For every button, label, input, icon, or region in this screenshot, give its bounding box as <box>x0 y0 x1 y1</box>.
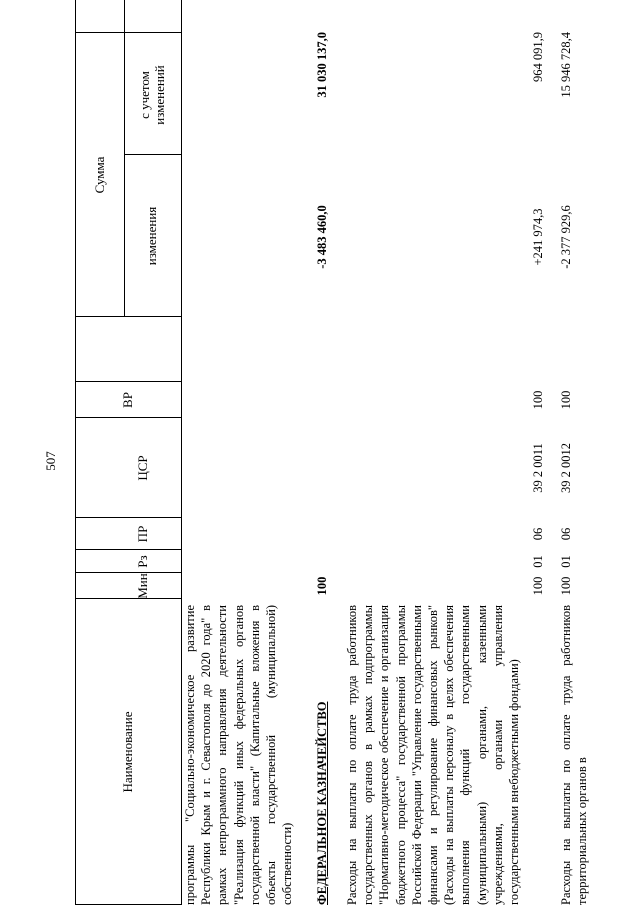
row-name: ФЕДЕРАЛЬНОЕ КАЗНАЧЕЙСТВО <box>315 701 329 905</box>
header-with-changes: с учетом изменений <box>137 65 167 125</box>
rotated-content <box>63 0 640 905</box>
row-change: +241 974,3 <box>531 208 545 266</box>
row-min: 100 <box>531 576 545 596</box>
row-total: 15 946 728,4 <box>559 32 573 98</box>
row-pr: 06 <box>559 527 573 541</box>
row-name: Расходы на выплаты по оплате труда работников территориальных органов в <box>559 605 590 905</box>
row-change: -3 483 460,0 <box>315 205 329 269</box>
table-row <box>344 0 558 905</box>
header-vr: ВР <box>120 392 136 408</box>
row-total: 31 030 137,0 <box>315 32 329 98</box>
row-csr: 39 2 0011 <box>531 443 545 493</box>
row-vr: 100 <box>559 390 573 410</box>
row-rz: 01 <box>559 555 573 568</box>
header-min: Мин <box>135 573 151 599</box>
row-name: Расходы на выплаты по оплате труда работников государственных органов в рамках подпрограммы "Нормативно-методическое обеспечение и организация бюджетного процесса" государственной программы Российской Федерации "Управление государственными финансами и регулирование финансовых рынков" (Расходы на выплаты персоналу в целях обеспечения выполнения функций государственными (муниципальными) органами, казенными учреждениями, органами управления государственными внебюджетными фондами) <box>345 605 522 905</box>
table-body <box>182 0 598 905</box>
table-header <box>75 0 182 905</box>
page <box>63 0 640 905</box>
row-change: -2 377 929,6 <box>559 205 573 269</box>
row-min: 100 <box>559 576 573 596</box>
header-pr: ПР <box>135 525 151 543</box>
header-change: изменения <box>144 206 160 266</box>
table-row <box>182 0 310 905</box>
row-rz: 01 <box>531 555 545 568</box>
header-name: Наименование <box>120 711 136 793</box>
row-vr: 100 <box>531 390 545 410</box>
header-sum: Сумма <box>91 156 107 194</box>
table-row <box>310 0 344 905</box>
row-csr: 39 2 0012 <box>559 443 573 493</box>
row-name: программы "Социально-экономическое развитие Республики Крым и г. Севастополя до 2020 года" в рамках непрограммного направления деятельности "Реализация функций иных федеральных органов государственной власти" (Капитальные вложения в объекты государственной (муниципальной) собственности) <box>183 605 295 905</box>
table-row <box>558 0 598 905</box>
budget-table <box>75 0 598 905</box>
row-min: 100 <box>315 576 329 596</box>
row-total: 964 091,9 <box>531 32 545 82</box>
header-rz: Рз <box>135 555 151 568</box>
header-csr: ЦСР <box>135 455 151 481</box>
row-pr: 06 <box>531 527 545 541</box>
page-number: 507 <box>43 451 58 471</box>
